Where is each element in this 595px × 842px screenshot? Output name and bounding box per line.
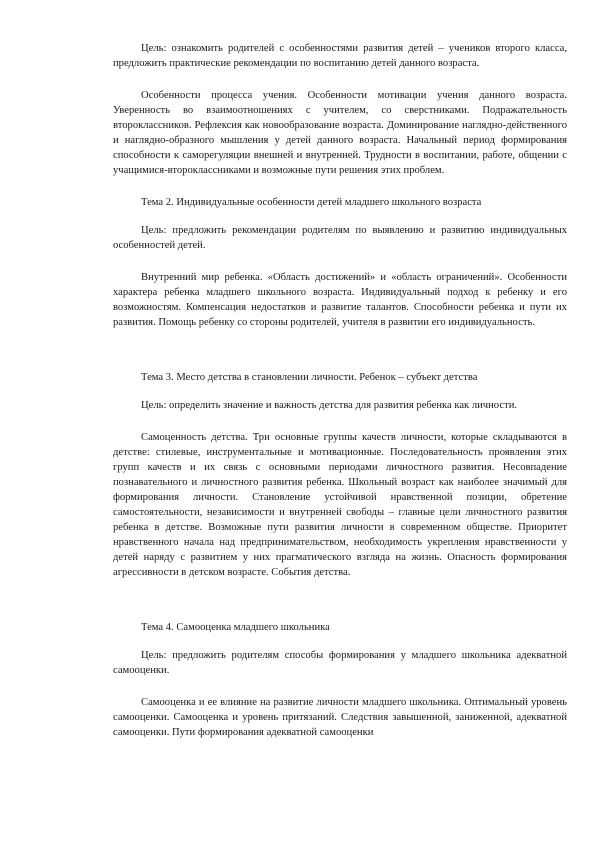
spacer bbox=[113, 210, 567, 223]
body-paragraph: Самоценность детства. Три основные группы качеств личности, которые складываются в детстве: стилевые, инструментальные и мотивационные. Последовательность проявления этих групп качеств и их связь с основными периодами личностного развития. Несовпадение познавательного и личностного развития ребенка. Школьный возраст как наиболее значимый для формирования личности. Становление устойчивой нравственной позиции, обретение самостоятельности, независимости и внутренней свободы – главные цели личностного развития ребенка в детстве. Возможные пути развития личности в современном обществе. Приоритет нравственного начала над предпринимательством, необходимость укрепления нравственности у детей наряду с развитием у них прагматического взгляда на жизнь. Опасность формирования агрессивности в детском возрасте. События детства. bbox=[113, 432, 567, 578]
goal-paragraph: Цель: предложить родителям способы формирования у младшего школьника адекватной самооценки. bbox=[113, 650, 567, 676]
section-title-3: Тема 3. Место детства в становлении личности. Ребенок – субъект детства bbox=[141, 372, 478, 383]
spacer bbox=[113, 253, 567, 270]
section-title-4: Тема 4. Самооценка младшего школьника bbox=[141, 622, 330, 633]
goal-paragraph: Цель: определить значение и важность детства для развития ребенка как личности. bbox=[141, 400, 518, 411]
spacer bbox=[113, 413, 567, 430]
spacer bbox=[113, 635, 567, 648]
body-paragraph: Внутренний мир ребенка. «Область достижений» и «область ограничений». Особенности характера ребенка младшего школьного возраста. Индивидуальный подход к ребенку и его возможностям. Компенсация недостатков и развитие талантов. Способности ребенка и пути их развития. Помощь ребенку со стороны родителей, учителя в развитии его индивидуальность. bbox=[113, 272, 567, 328]
body-paragraph: Особенности процесса учения. Особенности мотивации учения данного возраста. Уверенность во взаимоотношениях с учителем, со сверстниками. Подражательность второклассников. Рефлексия как новообразование возраста. Доминирование наглядно-действенного и наглядно-образного мышления у детей данного возраста. Начальный период формирования способности к саморегуляции внешней и внутренней. Трудности в воспитании, работе, общении с учащимися-второклассниками и возможные пути решения этих проблем. bbox=[113, 90, 567, 176]
spacer bbox=[113, 178, 567, 195]
section-title-2: Тема 2. Индивидуальные особенности детей младшего школьного возраста bbox=[141, 197, 482, 208]
goal-paragraph: Цель: ознакомить родителей с особенностями развития детей – учеников второго класса, предложить практические рекомендации по воспитанию детей данного возраста. bbox=[113, 43, 567, 69]
spacer bbox=[113, 330, 567, 370]
goal-paragraph: Цель: предложить рекомендации родителям по выявлению и развитию индивидуальных особенностей детей. bbox=[113, 225, 567, 251]
body-paragraph: Самооценка и ее влияние на развитие личности младшего школьника. Оптимальный уровень самооценки. Самооценка и уровень притязаний. Следствия завышенной, заниженной, адекватной самооценки. Пути формирования адекватной самооценки bbox=[113, 697, 567, 738]
spacer bbox=[113, 71, 567, 88]
spacer bbox=[113, 385, 567, 398]
spacer bbox=[113, 678, 567, 695]
spacer bbox=[113, 580, 567, 620]
